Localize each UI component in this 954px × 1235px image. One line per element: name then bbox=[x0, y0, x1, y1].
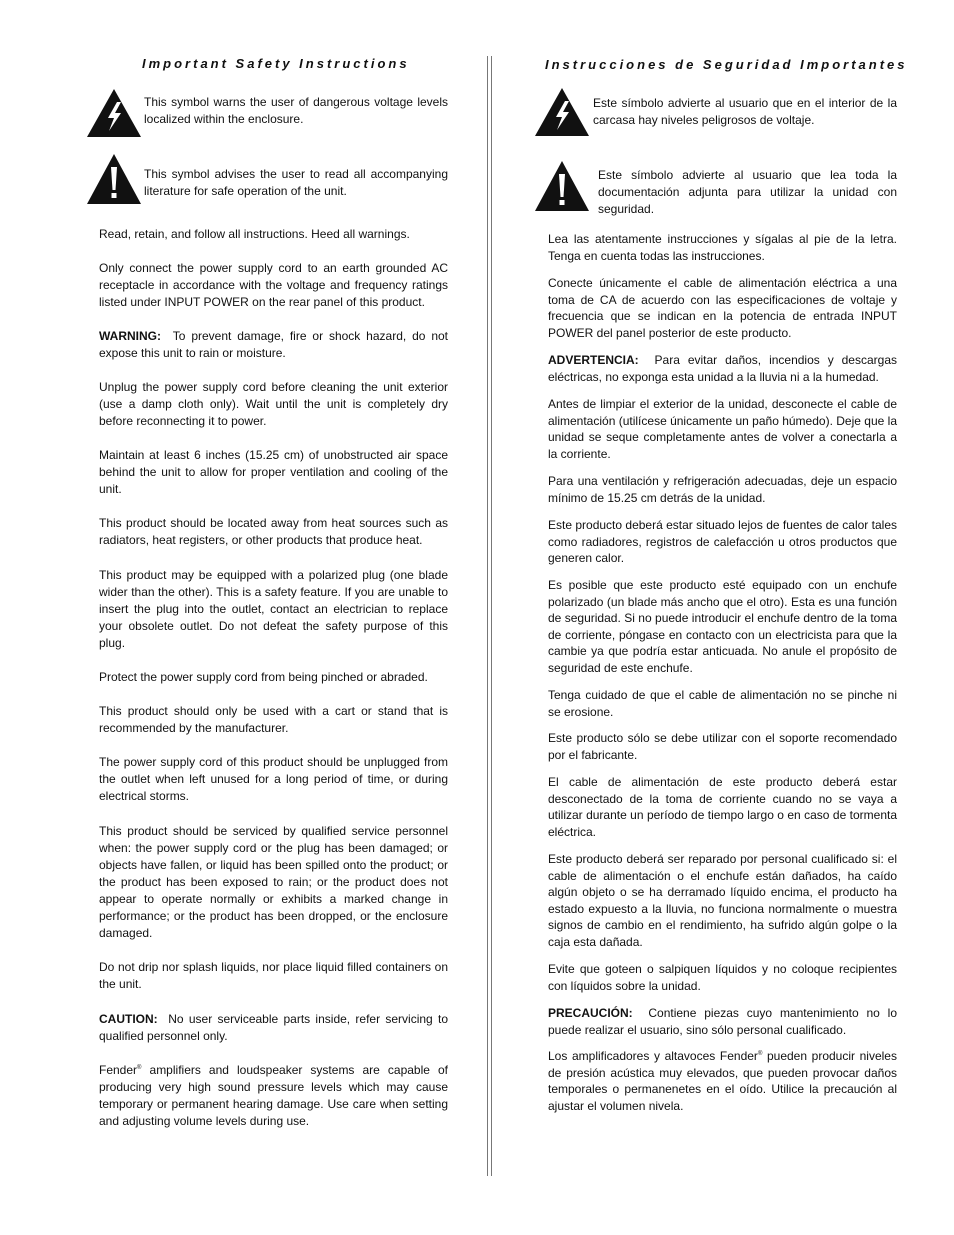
english-para-grounded-cord: Only connect the power supply cord to an earth grounded AC receptacle in accordance with the voltage and frequency ratings listed under INPUT POWER on the rear panel of this product. bbox=[99, 261, 448, 309]
english-para-protect-cord: Protect the power supply cord from being pinched or abraded. bbox=[99, 670, 428, 684]
spanish-heading: Instrucciones de Seguridad Importantes bbox=[545, 57, 908, 72]
english-para-polarized-plug: This product may be equipped with a polarized plug (one blade wider than the other). This is a safety feature. If you are unable to insert the plug into the outlet, contact an electrician to replace your obsolete outlet. Do not defeat the safety purpose of this plug. bbox=[99, 568, 448, 650]
spanish-para-fender-hearing bbox=[548, 1048, 897, 1114]
spanish-para-protect-cord: Tenga cuidado de que el cable de alimentación no se pinche ni se erosione. bbox=[548, 688, 897, 719]
spanish-para-read-instructions: Lea las atentamente instrucciones y sígalas al pie de la letra. Tenga en cuenta todas las instrucciones. bbox=[548, 232, 897, 263]
exclamation-triangle-icon bbox=[86, 153, 142, 205]
english-para-cart-stand: This product should only be used with a cart or stand that is recommended by the manufacturer. bbox=[99, 704, 448, 735]
spanish-para-servicing: Este producto deberá ser reparado por personal cualificado si: el cable de alimentación o el enchufe están dañados, ha caído algún objeto o se ha derramado líquido encima, el producto ha estado expuesto a la lluvia, no funciona normalmente o muestra signos de cambio en el rendimiento, ha sufrido algún golpe o la caja esta dañada. bbox=[548, 852, 897, 949]
spanish-para-heat-sources: Este producto deberá estar situado lejos de fuentes de calor tales como radiadores, registros de calefacción u otros productos que generen calor. bbox=[548, 518, 897, 565]
caution-text: Contiene piezas cuyo mantenimiento no lo puede realizar el usuario, sino sólo personal cualificado. bbox=[548, 1006, 898, 1037]
spanish-para-grounded-cord: Conecte únicamente el cable de alimentación eléctrica a una toma de CA de acuerdo con las especificaciones de voltaje y frecuencia que se indican en la potencia de entrada INPUT POWER del panel posterior de este producto. bbox=[548, 276, 897, 340]
spanish-para-unplug-clean: Antes de limpiar el exterior de la unidad, desconecte el cable de alimentación (utilícese únicamente un paño húmedo). Deje que la unidad se seque completamente antes de volver a conectarla a la corriente. bbox=[548, 397, 897, 461]
lightning-triangle-icon bbox=[86, 88, 142, 138]
english-para-caution bbox=[99, 1011, 448, 1045]
spanish-para-liquids: Evite que goteen o salpiquen líquidos y no coloque recipientes con líquidos sobre la unidad. bbox=[548, 962, 897, 993]
spanish-para-cart-stand: Este producto sólo se debe utilizar con el soporte recomendado por el fabricante. bbox=[548, 731, 897, 762]
caution-text: No user serviceable parts inside, refer servicing to qualified personnel only. bbox=[99, 1012, 449, 1043]
column-divider bbox=[487, 56, 492, 1176]
lightning-triangle-icon bbox=[534, 87, 590, 137]
fender-prefix: Los amplificadores y altavoces Fender bbox=[548, 1049, 758, 1063]
spanish-para-polarized-plug: Es posible que este producto esté equipado con un enchufe polarizado (un blade más ancho que el otro). Esta es una función de seguridad. Si no puede introducir el enchufe dentro de la toma de corriente, póngase en contacto con un electricista para que la cambie ya que podría estar anticuada. No anule el propósito de seguridad de este enchufe. bbox=[548, 578, 897, 675]
spanish-para-ventilation: Para una ventilación y refrigeración adecuadas, deje un espacio mínimo de 15.25 cm detrás de la unidad. bbox=[548, 474, 897, 505]
caution-label: PRECAUCIÓN: bbox=[548, 1006, 633, 1020]
english-para-fender-hearing bbox=[99, 1062, 448, 1130]
spanish-para-caution bbox=[548, 1005, 897, 1038]
exclamation-triangle-icon bbox=[534, 160, 590, 212]
english-para-ventilation: Maintain at least 6 inches (15.25 cm) of unobstructed air space behind the unit to allow for proper ventilation and cooling of the unit. bbox=[99, 448, 448, 496]
spanish-literature-symbol-text: Este símbolo advierte al usuario que lea toda la documentación adjunta para utilizar la unidad con seguridad. bbox=[598, 168, 897, 216]
warning-label: WARNING: bbox=[99, 329, 161, 343]
english-para-read-instructions: Read, retain, and follow all instructions. Heed all warnings. bbox=[99, 227, 410, 241]
english-para-warning bbox=[99, 328, 448, 362]
fender-hearing-text: pueden producir niveles de presión acústica muy elevados, que pueden provocar daños temporales o permanenetes en el oído. Utilice la precaución al ajustar el volumen nivela. bbox=[548, 1049, 897, 1113]
fender-brand: Fender bbox=[99, 1063, 138, 1077]
registered-mark: ® bbox=[757, 1051, 763, 1057]
warning-label: ADVERTENCIA: bbox=[548, 353, 639, 367]
english-para-servicing: This product should be serviced by qualified service personnel when: the power supply cord or the plug has been damaged; or objects have fallen, or liquid has been spilled onto the product; or the product has been exposed to rain; or the product does not appear to operate normally or exhibits a marked change in performance; or the product has been dropped, or the enclosure damaged. bbox=[99, 824, 448, 940]
warning-text: To prevent damage, fire or shock hazard, do not expose this unit to rain or moisture. bbox=[99, 329, 449, 360]
english-para-heat-sources: This product should be located away from heat sources such as radiators, heat registers, or other products that produce heat. bbox=[99, 516, 448, 547]
spanish-para-unplug-storms: El cable de alimentación de este producto deberá estar desconectado de la toma de corriente cuando no se vaya a utilizar durante un período de tiempo largo o en caso de tormenta eléctrica. bbox=[548, 775, 897, 839]
registered-mark: ® bbox=[137, 1065, 142, 1071]
english-para-unplug-clean: Unplug the power supply cord before cleaning the unit exterior (use a damp cloth only). Wait until the unit is completely dry before reconnecting it to power. bbox=[99, 380, 448, 428]
caution-label: CAUTION: bbox=[99, 1012, 158, 1026]
warning-text: Para evitar daños, incendios y descargas eléctricas, no exponga esta unidad a la lluvia ni a la humedad. bbox=[548, 353, 897, 384]
english-para-liquids: Do not drip nor splash liquids, nor place liquid filled containers on the unit. bbox=[99, 960, 448, 991]
english-voltage-symbol-text: This symbol warns the user of dangerous voltage levels localized within the enclosure. bbox=[144, 95, 448, 126]
english-para-unplug-storms: The power supply cord of this product should be unplugged from the outlet when left unused for a long period of time, or during electrical storms. bbox=[99, 755, 448, 803]
english-literature-symbol-text: This symbol advises the user to read all accompanying literature for safe operation of the unit. bbox=[144, 167, 448, 198]
fender-hearing-text: amplifiers and loudspeaker systems are capable of producing very high sound pressure levels which may cause temporary or permanent hearing damage. Use care when setting and adjusting volume levels during use. bbox=[99, 1063, 448, 1128]
spanish-para-warning bbox=[548, 352, 897, 385]
english-heading: Important Safety Instructions bbox=[142, 56, 410, 71]
spanish-voltage-symbol-text: Este símbolo advierte al usuario que en el interior de la carcasa hay niveles peligrosos de voltaje. bbox=[593, 96, 897, 127]
